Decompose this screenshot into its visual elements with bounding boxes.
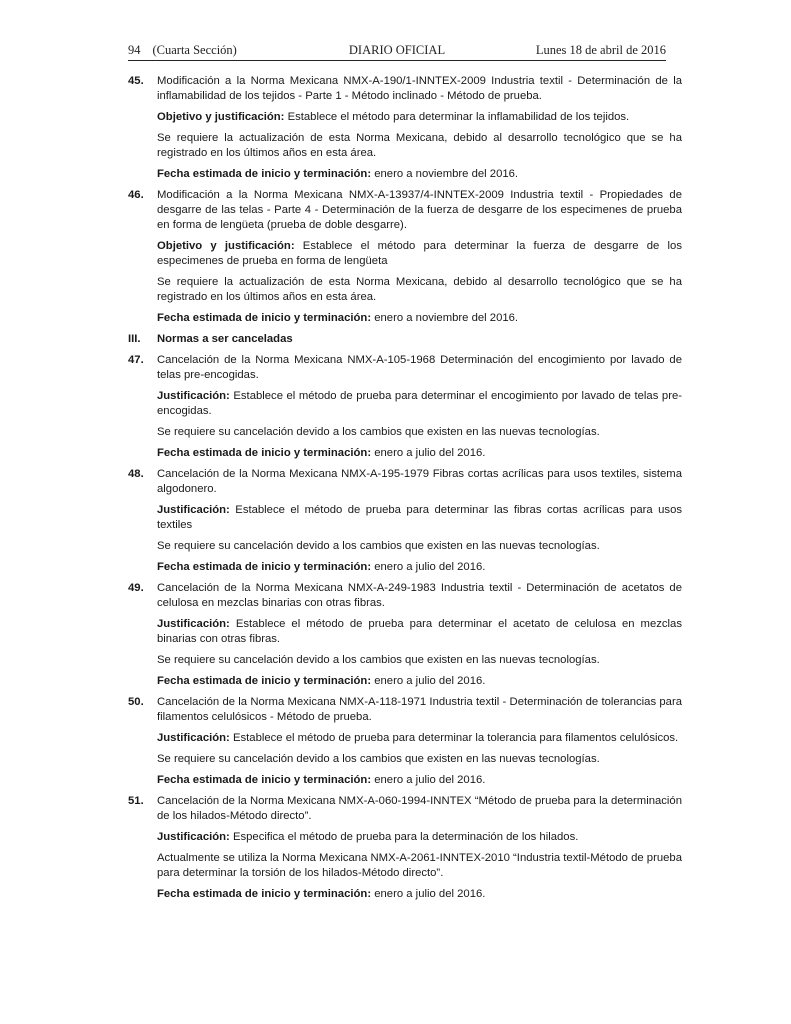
header-divider [128, 60, 666, 61]
date-label: Fecha estimada de inicio y terminación: [157, 888, 372, 900]
item-title: Cancelación de la Norma Mexicana NMX-A-249-1983 Industria textil - Determinación de acetatos de celulosa en mezclas binarias con otras fibras. [157, 582, 682, 609]
objective-paragraph [157, 110, 682, 125]
item-title: Modificación a la Norma Mexicana NMX-A-190/1-INNTEX-2009 Industria textil - Determinación de la inflamabilidad de los tejidos - Parte 1 - Método inclinado - Método de prueba. [157, 75, 682, 102]
justification-text: Establece el método de prueba para determinar la tolerancia para filamentos celulósicos. [229, 732, 679, 744]
date-paragraph [157, 773, 682, 788]
item-title: Cancelación de la Norma Mexicana NMX-A-195-1979 Fibras cortas acrílicas para usos textiles, sistema algodonero. [157, 468, 682, 495]
item-title: Cancelación de la Norma Mexicana NMX-A-118-1971 Industria textil - Determinación de tolerancias para filamentos celulósicos - Método de prueba. [157, 696, 682, 723]
date-label: Fecha estimada de inicio y terminación: [157, 561, 372, 573]
objective-label: Objetivo y justificación: [157, 111, 285, 123]
justification-text: Establece el método de prueba para determinar el encogimiento por lavado de telas pre-encogidas. [157, 390, 682, 417]
justification-label: Justificación: [157, 390, 230, 402]
date-label: Fecha estimada de inicio y terminación: [157, 168, 372, 180]
objective-text: Establece el método para determinar la fuerza de desgarre de los especimenes de prueba en forma de lengüeta [157, 240, 682, 267]
justification-label: Justificación: [157, 732, 230, 744]
justification-paragraph [157, 389, 682, 419]
item-number: 45. [128, 75, 144, 87]
justification-label: Justificación: [157, 618, 230, 630]
item-number: 46. [128, 189, 144, 201]
justification-text: Establece el método de prueba para determinar las fibras cortas acrílicas para usos textiles [157, 504, 682, 531]
date-paragraph [157, 167, 682, 182]
date-paragraph [157, 674, 682, 689]
date-text: enero a julio del 2016. [371, 447, 486, 459]
justification-paragraph [157, 830, 682, 845]
list-item-46 [128, 188, 682, 326]
section-number: III. [128, 333, 141, 345]
justification-text: Especifica el método de prueba para la determinación de los hilados. [229, 831, 579, 843]
requirement-paragraph: Se requiere la actualización de esta Norma Mexicana, debido al desarrollo tecnológico que se ha registrado en los últimos años en esta área. [157, 132, 682, 159]
list-item-51 [128, 794, 682, 902]
section-title: Normas a ser canceladas [157, 333, 293, 345]
justification-paragraph [157, 731, 682, 746]
list-item-49 [128, 581, 682, 689]
item-number: 49. [128, 582, 144, 594]
page-number: 94 [128, 43, 141, 57]
requirement-paragraph: Se requiere su cancelación devido a los cambios que existen en las nuevas tecnologías. [157, 426, 600, 438]
date-text: enero a noviembre del 2016. [371, 312, 519, 324]
publication-date: Lunes 18 de abril de 2016 [535, 43, 666, 57]
item-title: Cancelación de la Norma Mexicana NMX-A-105-1968 Determinación del encogimiento por lavado de telas pre-encogidas. [157, 354, 682, 381]
list-item-45 [128, 74, 682, 182]
date-paragraph [157, 446, 682, 461]
justification-paragraph [157, 503, 682, 533]
date-text: enero a julio del 2016. [371, 774, 486, 786]
date-text: enero a julio del 2016. [371, 561, 486, 573]
justification-text: Establece el método de prueba para determinar el acetato de celulosa en mezclas binarias con otras fibras. [157, 618, 682, 645]
document-body [128, 74, 682, 908]
list-item-50 [128, 695, 682, 788]
item-number: 48. [128, 468, 144, 480]
date-label: Fecha estimada de inicio y terminación: [157, 774, 372, 786]
item-number: 50. [128, 696, 144, 708]
section-label: (Cuarta Sección) [152, 43, 237, 57]
date-text: enero a noviembre del 2016. [371, 168, 519, 180]
publication-title: DIARIO OFICIAL [348, 43, 446, 57]
item-title: Cancelación de la Norma Mexicana NMX-A-060-1994-INNTEX “Método de prueba para la determinación de los hilados-Método directo”. [157, 795, 682, 822]
requirement-paragraph: Se requiere la actualización de esta Norma Mexicana, debido al desarrollo tecnológico que se ha registrado en los últimos años en esta área. [157, 276, 682, 303]
section-heading [128, 332, 682, 347]
requirement-paragraph: Se requiere su cancelación devido a los cambios que existen en las nuevas tecnologías. [157, 753, 600, 765]
list-item-48 [128, 467, 682, 575]
date-paragraph [157, 560, 682, 575]
justification-paragraph [157, 617, 682, 647]
justification-label: Justificación: [157, 504, 230, 516]
item-title: Modificación a la Norma Mexicana NMX-A-13937/4-INNTEX-2009 Industria textil - Propiedades de desgarre de las telas - Parte 4 - Determinación de la fuerza de desgarre de los especimenes de prueba en forma de lengüeta (prueba de doble desgarre). [157, 189, 682, 231]
page-header [128, 43, 666, 59]
date-label: Fecha estimada de inicio y terminación: [157, 312, 372, 324]
requirement-paragraph: Actualmente se utiliza la Norma Mexicana NMX-A-2061-INNTEX-2010 “Industria textil-Método de prueba para determinar la torsión de los hilados-Método directo”. [157, 852, 682, 879]
item-number: 47. [128, 354, 144, 366]
date-paragraph [157, 311, 682, 326]
date-text: enero a julio del 2016. [371, 888, 486, 900]
date-text: enero a julio del 2016. [371, 675, 486, 687]
date-label: Fecha estimada de inicio y terminación: [157, 447, 372, 459]
requirement-paragraph: Se requiere su cancelación devido a los cambios que existen en las nuevas tecnologías. [157, 540, 600, 552]
requirement-paragraph: Se requiere su cancelación devido a los cambios que existen en las nuevas tecnologías. [157, 654, 600, 666]
objective-paragraph [157, 239, 682, 269]
date-label: Fecha estimada de inicio y terminación: [157, 675, 372, 687]
item-number: 51. [128, 795, 144, 807]
date-paragraph [157, 887, 682, 902]
objective-text: Establece el método para determinar la inflamabilidad de los tejidos. [284, 111, 630, 123]
justification-label: Justificación: [157, 831, 230, 843]
list-item-47 [128, 353, 682, 461]
objective-label: Objetivo y justificación: [157, 240, 295, 252]
